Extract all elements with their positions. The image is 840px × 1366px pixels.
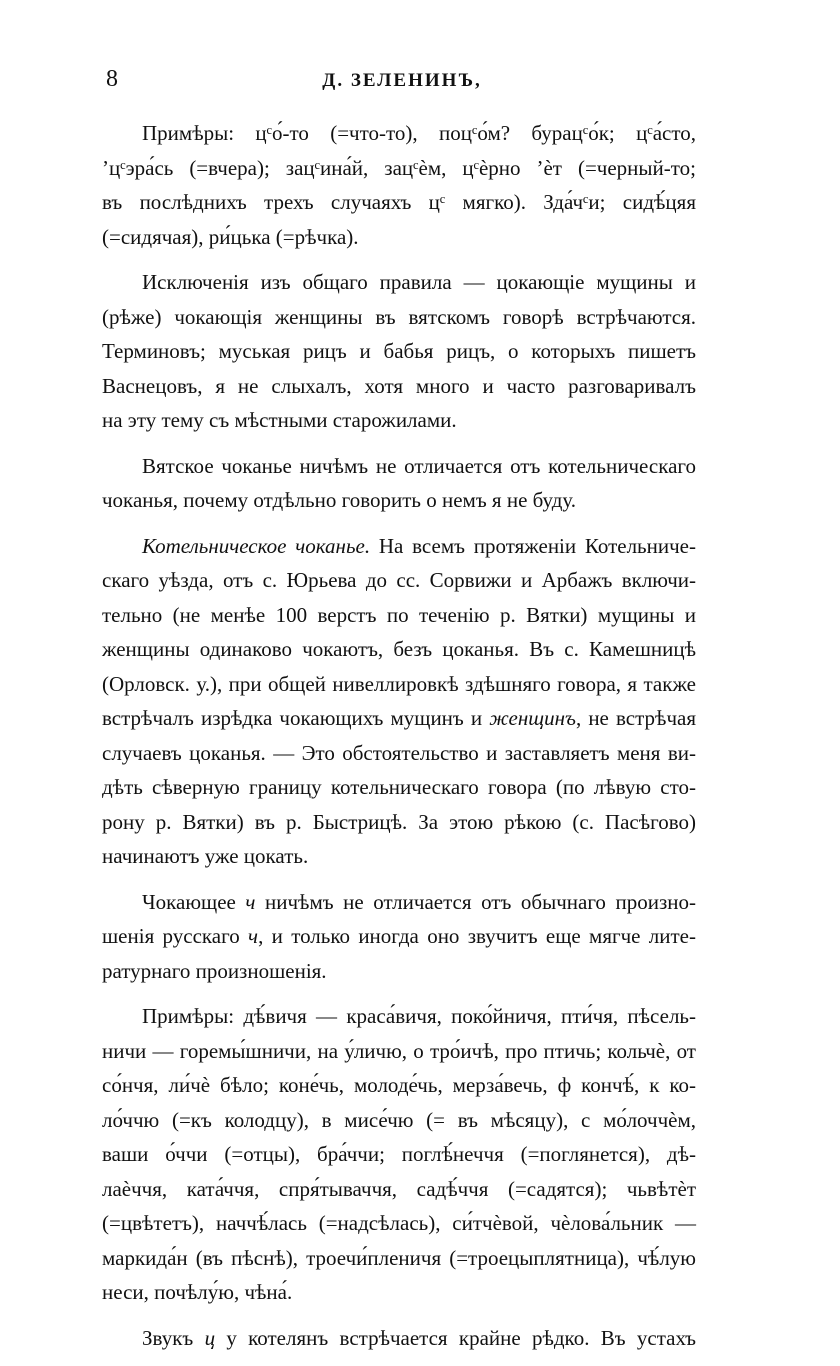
text-line <box>102 701 696 736</box>
paragraph <box>102 265 696 438</box>
text-line: ’цᶜэра́сь (=вчера); зацᶜина́й, зацᶜѐм, цᶜѐрно ’ѐт (=черный-то; <box>102 155 696 180</box>
paragraph <box>102 116 696 254</box>
text-segment: ничѣмъ не отличается отъ обычнаго произно- <box>255 889 696 914</box>
text-line: маркида́н (въ пѣснѣ), троечи́пленичя (=троецыплятница), чѣ́лую <box>102 1245 696 1270</box>
text-line: Примѣры: дѣ́вичя — краса́вичя, поко́йничя, пти́чя, пѣсель- <box>142 1004 696 1028</box>
text-line: рону р. Вятки) въ р. Быстрицѣ. За этою рѣкою (с. Пасѣгово) <box>102 809 696 834</box>
text-line: Васнецовъ, я не слыхалъ, хотя много и часто разговаривалъ <box>102 373 696 398</box>
text-line: (рѣже) чокающія женщины въ вятскомъ говорѣ встрѣчаются. <box>102 304 696 329</box>
body-text <box>102 116 696 1366</box>
text-line: дѣть сѣверную границу котельническаго говора (по лѣвую сто- <box>102 775 696 799</box>
running-title: Д. ЗЕЛЕНИНЪ, <box>322 70 482 91</box>
text-segment: шенія русскаго <box>102 924 249 948</box>
text-line <box>102 885 696 920</box>
text-line: (=цвѣтетъ), наччѣ́лась (=надсѣлась), си́тчѐвой, чѐлова́льник — <box>102 1211 696 1235</box>
text-line: случаевъ цоканья. — Это обстоятельство и заставляетъ меня ви- <box>102 740 696 765</box>
text-segment: , и только иногда оно звучитъ еще мягче лите- <box>258 924 696 948</box>
text-segment: у котелянъ встрѣчается крайне рѣдко. Въ устахъ <box>215 1325 697 1350</box>
text-line: Вятское чоканье ничѣмъ не отличается отъ котельническаго <box>142 453 696 478</box>
text-segment: встрѣчалъ изрѣдка чокающихъ мущинъ и <box>102 706 490 730</box>
text-line: Примѣры: цᶜо́-то (=что-то), поцᶜо́м? бурацᶜо́к; цᶜа́сто, <box>142 121 696 145</box>
text-line: женщины одинаково чокаютъ, безъ цоканья. Въ с. Камешницѣ <box>102 637 696 661</box>
text-line: на эту тему съ мѣстными старожилами. <box>102 408 457 432</box>
text-line: (=сидячая), ри́цька (=рѣчка). <box>102 224 359 249</box>
text-line: ратурнаго произношенія. <box>102 958 327 983</box>
text-line <box>102 529 696 564</box>
text-line: ничи — горемы́шничи, на у́личю, о тро́ичѣ, про птичь; кольчѐ, от <box>102 1038 696 1063</box>
text-segment: На всемъ протяженіи Котельниче- <box>370 533 696 558</box>
text-line <box>102 919 696 954</box>
paragraph <box>102 529 696 874</box>
text-line <box>102 1321 696 1356</box>
text-segment: Чокающее <box>142 889 246 914</box>
page-number: 8 <box>106 66 118 92</box>
text-line: тельно (не менѣе 100 верстъ по теченію р. Вятки) мущины и <box>102 602 696 627</box>
paragraph <box>102 885 696 989</box>
text-line: Исключенія изъ общаго правила — цокающіе мущины и <box>142 270 696 294</box>
text-line: Терминовъ; муськая рицъ и бабья рицъ, о которыхъ пишетъ <box>102 339 696 363</box>
text-line: ваши о́ччи (=отцы), бра́ччи; поглѣ́неччя (=поглянется), дѣ- <box>102 1142 696 1166</box>
text-line: чоканья, почему отдѣльно говорить о немъ я не буду. <box>102 488 577 512</box>
italic-text: Котельническое чоканье. <box>142 533 371 558</box>
text-line: (Орловск. у.), при общей нивеллировкѣ здѣшняго говора, я также <box>102 671 696 696</box>
paragraph <box>102 1321 696 1356</box>
text-line: скаго уѣзда, отъ с. Юрьева до сс. Сорвижи и Арбажъ включи- <box>102 568 696 592</box>
italic-text: женщинъ <box>489 706 576 730</box>
text-line: неси, почѣлу́ю, чѣна́. <box>102 1280 293 1304</box>
text-line: со́нчя, ли́чѐ бѣло; коне́чь, молоде́чь, мерза́вечь, ф кончѣ́, к ко- <box>102 1073 696 1097</box>
text-line: начинаютъ уже цокать. <box>102 844 309 868</box>
text-line: лаѐччя, ката́ччя, спря́тываччя, садѣ́ччя (=садятся); чьвѣтѐт <box>102 1176 696 1201</box>
paragraph <box>102 449 696 518</box>
italic-text: ч <box>245 889 256 914</box>
text-segment: , не встрѣчая <box>575 706 696 730</box>
page-header <box>106 66 698 100</box>
text-line: въ послѣднихъ трехъ случаяхъ цᶜ мягко). Зда́чᶜи; сидѣ́цяя <box>102 190 696 214</box>
paragraph <box>102 999 696 1310</box>
text-segment: Звукъ <box>142 1325 205 1350</box>
text-line: ло́ччю (=къ колодцу), в мисе́чю (= въ мѣсяцу), с мо́лоччѐм, <box>102 1107 696 1132</box>
italic-text: ч <box>248 924 259 948</box>
italic-text: ц <box>204 1325 216 1350</box>
